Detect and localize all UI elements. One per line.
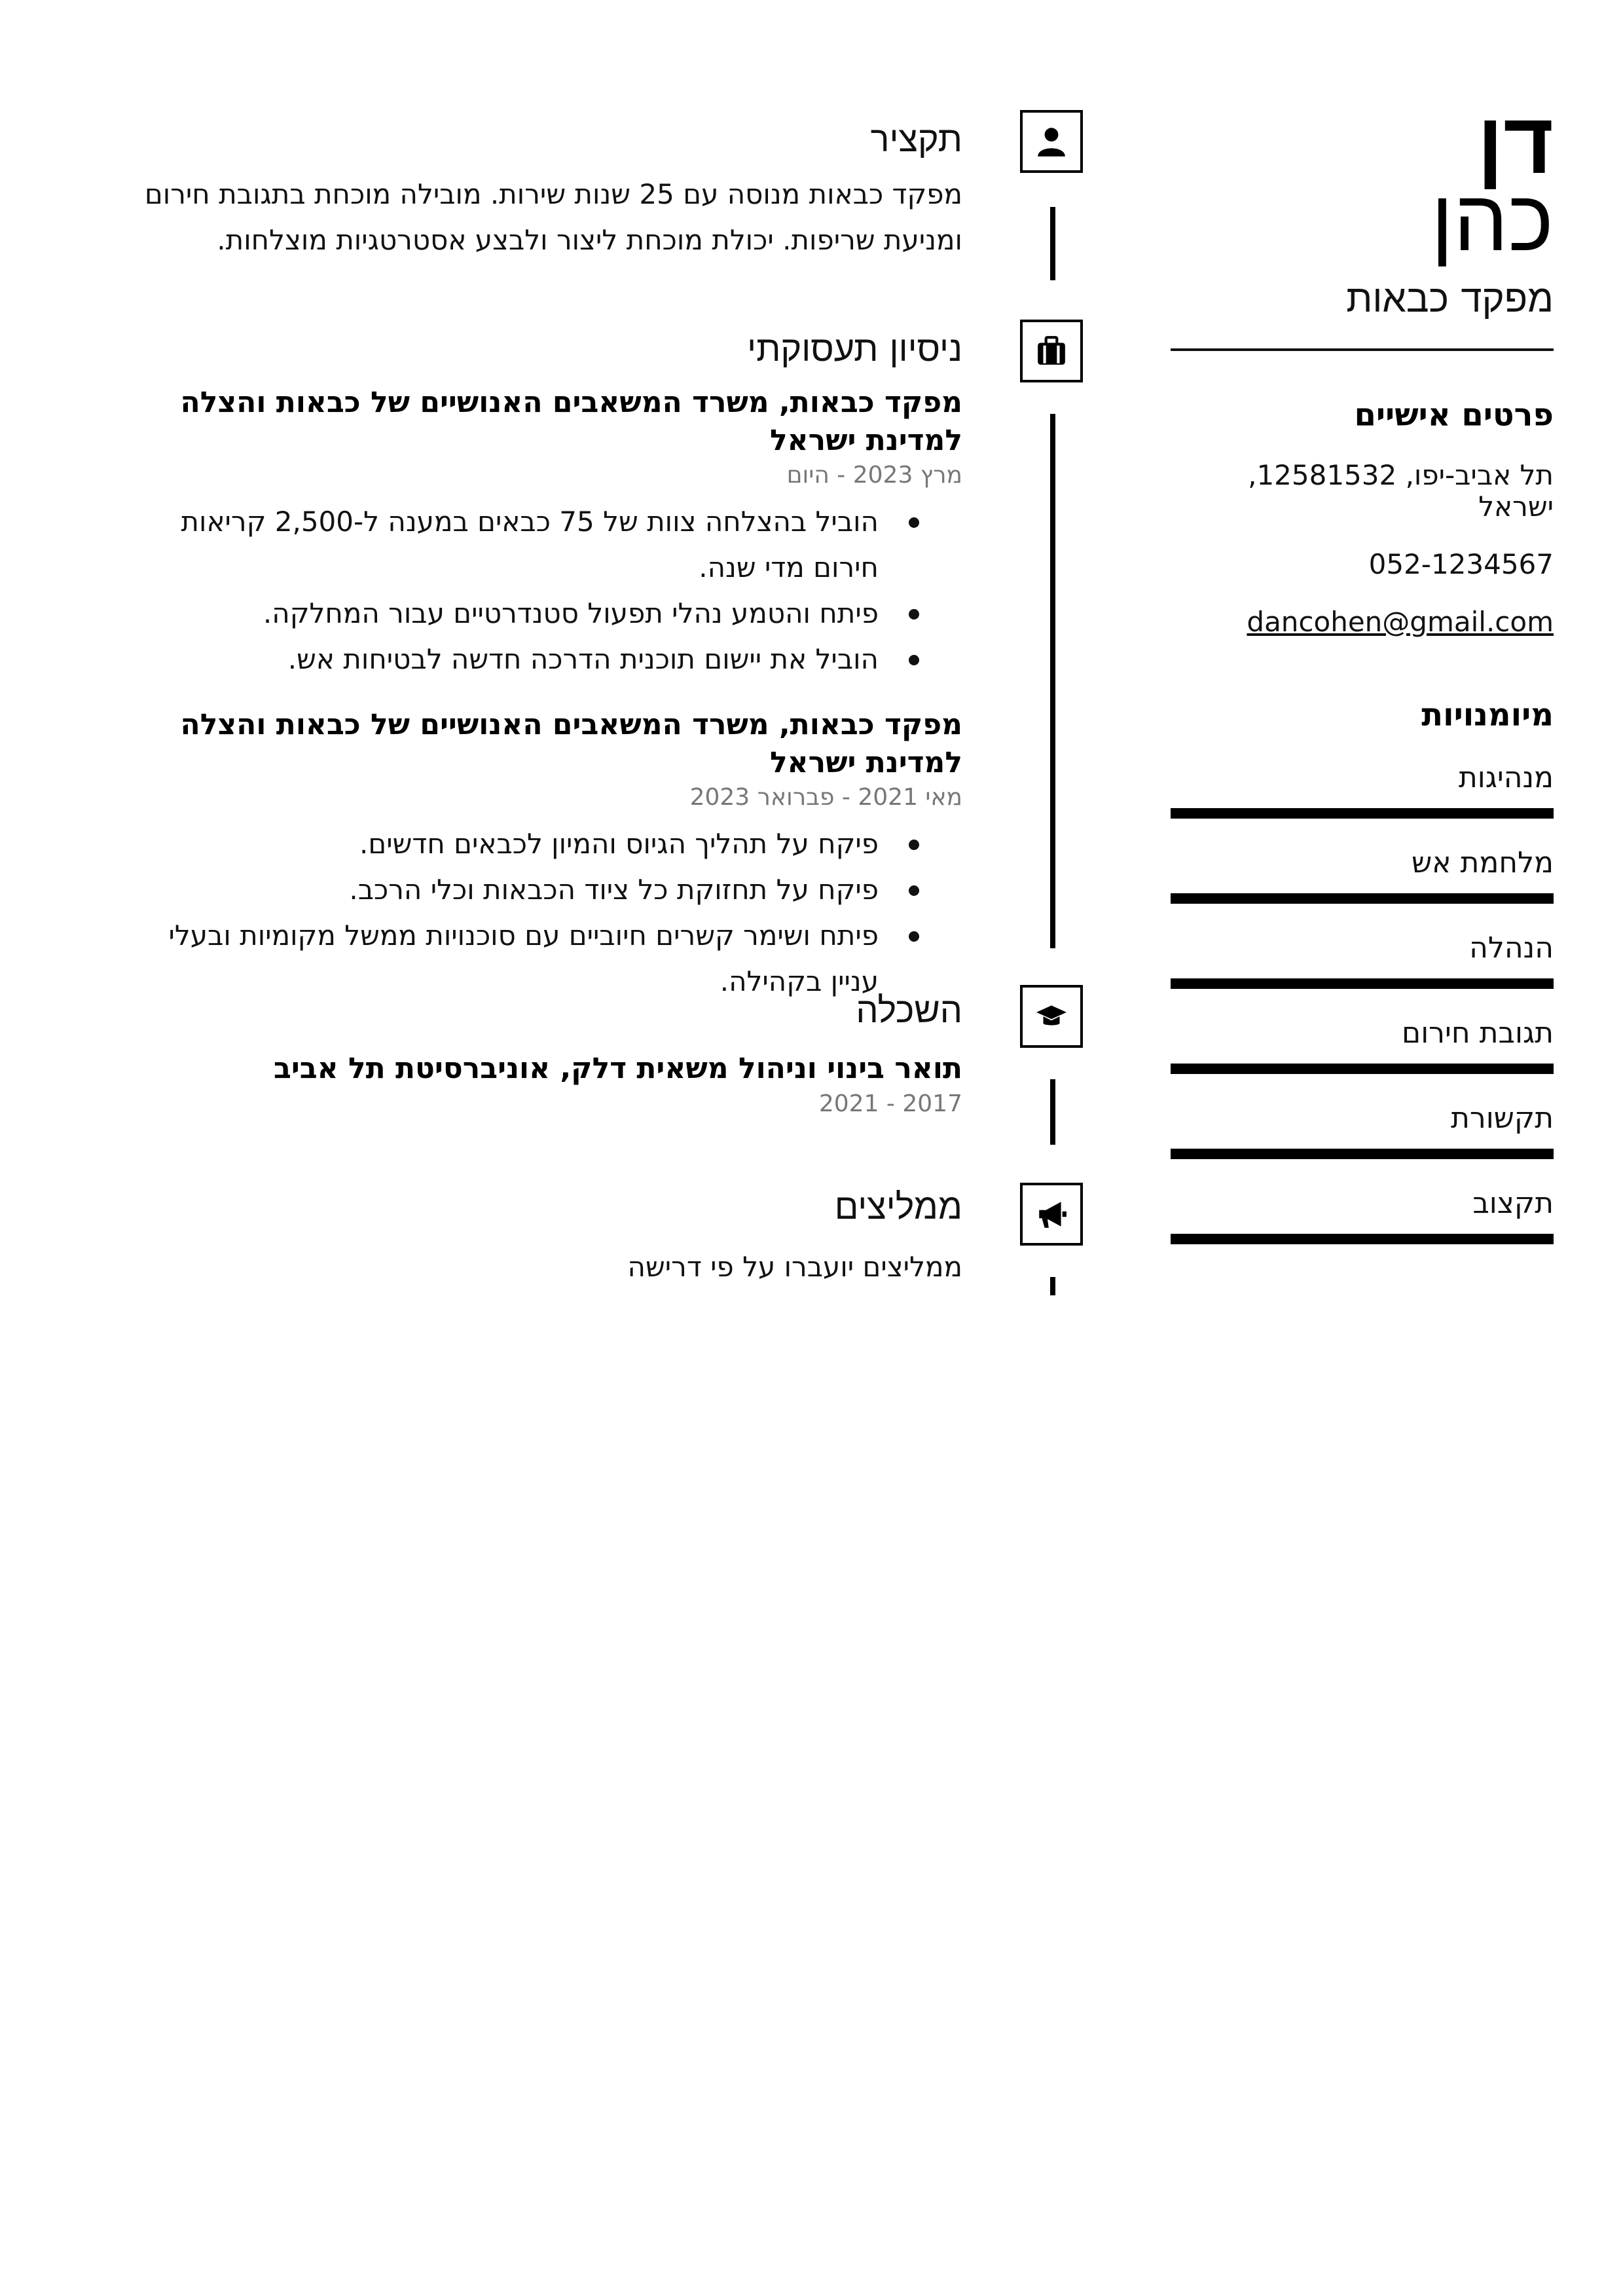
degree-dates: 2017 - 2021 <box>818 1090 962 1117</box>
skill-bar <box>1171 978 1554 989</box>
address: תל אביב-יפו, 12581532, ישראל <box>1248 459 1554 523</box>
job-bullet: הוביל בהצלחה צוות של 75 כבאים במענה ל-2,500 קריאות חירום מדי שנה. <box>124 499 879 591</box>
references-text: ממליצים יועברו על פי דרישה <box>627 1251 962 1283</box>
skill-label: מלחמת אש <box>1411 846 1554 880</box>
skills-heading: מיומנויות <box>1421 697 1554 733</box>
summary-text <box>124 172 962 263</box>
references-section <box>124 1184 962 1290</box>
job-bullet: פיתח והטמע נהלי תפעול סטנדרטיים עבור המחלקה. <box>124 591 879 637</box>
phone: 052-1234567 <box>1368 548 1554 580</box>
skill-label: הנהלה <box>1469 931 1554 965</box>
references-heading: ממליצים <box>834 1186 962 1227</box>
skill-bar <box>1171 808 1554 819</box>
sidebar-divider <box>1171 348 1554 351</box>
job-heading: מפקד כבאות, משרד המשאבים האנושיים של כבאות והצלה למדינת ישראל <box>180 708 962 779</box>
job-bullets <box>124 499 962 682</box>
job-heading: מפקד כבאות, משרד המשאבים האנושיים של כבאות והצלה למדינת ישראל <box>180 386 962 457</box>
skill-item <box>1171 1185 1554 1244</box>
job-entry <box>124 706 962 1005</box>
last-name: כהן <box>1431 172 1554 268</box>
job-dates: מאי 2021 - פברואר 2023 <box>689 784 962 811</box>
briefcase-icon <box>1020 320 1083 382</box>
job-entry <box>124 384 962 682</box>
skill-bar <box>1171 893 1554 904</box>
skill-item <box>1171 930 1554 989</box>
candidate-name <box>1171 95 1554 268</box>
skill-label: תקשורת <box>1450 1102 1554 1135</box>
graduation-cap-icon <box>1020 985 1083 1048</box>
personal-details-heading: פרטים אישיים <box>1354 397 1554 434</box>
timeline-line <box>1050 414 1055 948</box>
timeline-line <box>1050 1079 1055 1145</box>
skill-label: תקצוב <box>1472 1187 1554 1220</box>
summary-heading: תקציר <box>870 119 962 160</box>
job-bullet: פיתח ושימר קשרים חיוביים עם סוכנויות ממשל מקומיות ובעלי עניין בקהילה. <box>124 913 879 1005</box>
skill-item <box>1171 1100 1554 1159</box>
skill-item <box>1171 760 1554 819</box>
megaphone-icon <box>1020 1183 1083 1246</box>
timeline-line <box>1050 207 1055 280</box>
skill-item <box>1171 845 1554 904</box>
education-heading: השכלה <box>856 990 962 1031</box>
skill-bar <box>1171 1234 1554 1244</box>
skill-label: תגובת חירום <box>1402 1016 1554 1050</box>
job-title: מפקד כבאות <box>1346 276 1554 321</box>
timeline-line <box>1050 1277 1055 1295</box>
degree-title: תואר בינוי וניהול משאית דלק, אוניברסיטת תל אביב <box>274 1052 962 1085</box>
summary-text-line: מפקד כבאות מנוסה עם 25 שנות שירות. מובילה מוכחת בתגובת חירום <box>144 178 962 210</box>
education-section <box>124 988 962 1120</box>
job-bullet: הוביל את יישום תוכנית הדרכה חדשה לבטיחות אש. <box>124 637 879 682</box>
job-bullet: פיקח על תחזוקת כל ציוד הכבאות וכלי הרכב. <box>124 867 879 913</box>
summary-section <box>124 117 962 263</box>
skills-list <box>1171 760 1554 1244</box>
person-icon <box>1020 110 1083 173</box>
experience-heading: ניסיון תעסוקתי <box>747 328 962 369</box>
skill-bar <box>1171 1064 1554 1074</box>
skill-bar <box>1171 1149 1554 1159</box>
sidebar <box>1171 95 1554 1244</box>
job-dates: מרץ 2023 - היום <box>786 462 962 489</box>
skill-item <box>1171 1015 1554 1074</box>
experience-section <box>124 326 962 1005</box>
job-bullet: פיקח על תהליך הגיוס והמיון לכבאים חדשים. <box>124 821 879 867</box>
first-name: דן <box>1477 95 1554 191</box>
summary-text-line: ומניעת שריפות. יכולת מוכחת ליצור ולבצע אסטרטגיות מוצלחות. <box>217 224 962 256</box>
skill-label: מנהיגות <box>1458 761 1554 794</box>
email-link[interactable]: dancohen@gmail.com <box>1247 606 1554 638</box>
job-bullets <box>124 821 962 1005</box>
